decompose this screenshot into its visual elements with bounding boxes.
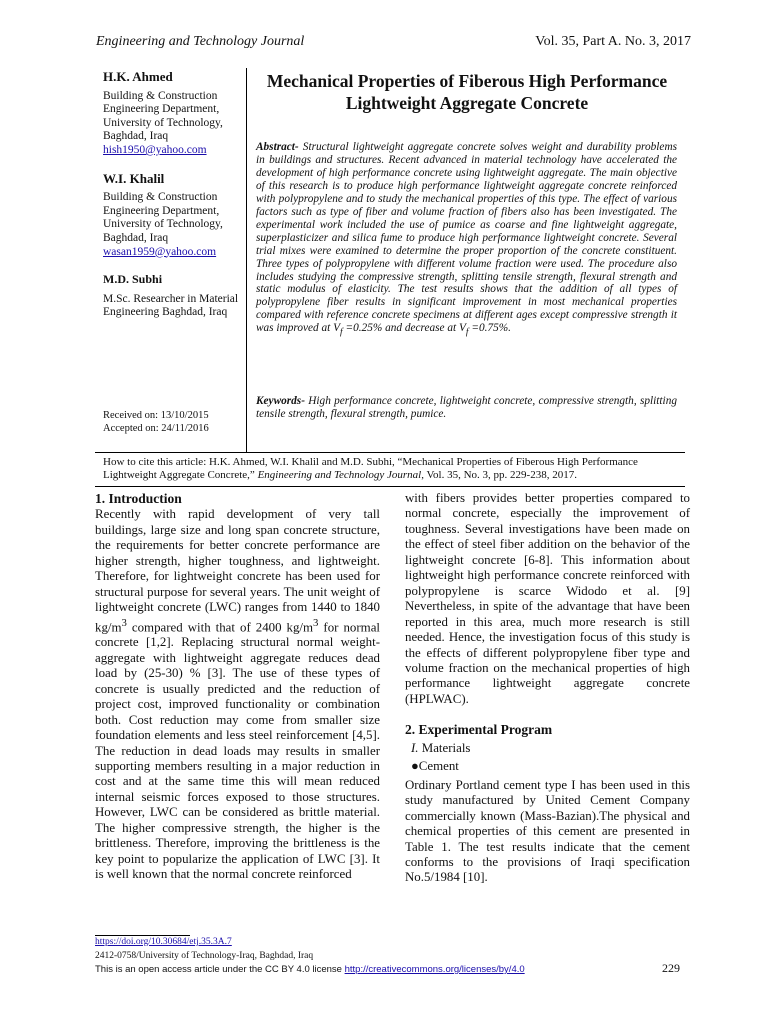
subsection-label: Materials xyxy=(418,740,471,755)
issn-text: 2412-0758/University of Technology-Iraq, Baghdad, Iraq xyxy=(95,951,314,961)
author-name: W.I. Khalil xyxy=(103,170,165,186)
author-3 xyxy=(103,273,243,320)
author-name: M.D. Subhi xyxy=(103,272,163,287)
abstract xyxy=(256,141,677,340)
keywords-text: High performance concrete, lightweight concrete, compressive strength, splitting tensile strength, flexural strength, pumice. xyxy=(256,395,677,420)
superscript: 3 xyxy=(121,616,127,629)
text-run: compared with that of 2400 kg/m xyxy=(126,619,314,634)
author-affiliation: M.Sc. Researcher in Material Engineering Baghdad, Iraq xyxy=(103,292,239,319)
intro-paragraph-continued: with fibers provides better properties compared to normal concrete, especially the improvement of toughness. Several investigations have been made on the effect of steel fiber addition on the behavior of the lightweight concrete [6-8]. This information about lightweight high performance concrete reinforced with polypropylene is scarce Widodo et al. [9] Nevertheless, in spite of the advantage that have been reported in this area, much more research is still needed. Hence, the investigation focus of this study is the effects of different polypropylene fiber type and volume fraction on the mechanical properties of high performance lightweight aggregate concrete (HPLWAC). xyxy=(405,491,690,706)
subscript: f xyxy=(465,327,469,338)
superscript: 3 xyxy=(313,616,319,629)
author-email-link[interactable]: hish1950@yahoo.com xyxy=(103,143,207,156)
keywords-label: Keywords- xyxy=(256,395,305,407)
keywords xyxy=(256,395,677,421)
received-date: Received on: 13/10/2015 xyxy=(103,410,209,421)
citation-box xyxy=(103,456,683,482)
accepted-date: Accepted on: 24/11/2016 xyxy=(103,422,209,434)
abstract-label: Abstract- xyxy=(256,141,299,153)
abstract-text-mid: =0.25% and decrease at V xyxy=(342,322,466,335)
author-column xyxy=(103,70,243,334)
volume-info: Vol. 35, Part A. No. 3, 2017 xyxy=(535,34,691,49)
subsection-materials xyxy=(411,741,690,756)
author-name: H.K. Ahmed xyxy=(103,69,173,84)
author-affiliation: Building & Construction Engineering Department, University of Technology, Baghdad, Iraq xyxy=(103,89,223,143)
license-line xyxy=(95,964,525,975)
column-divider xyxy=(246,68,247,452)
author-2 xyxy=(103,172,243,260)
license-text: This is an open access article under the CC BY 4.0 license xyxy=(95,964,345,975)
subscript: f xyxy=(340,327,343,338)
intro-paragraph xyxy=(95,507,380,882)
footer-divider xyxy=(95,935,190,936)
author-1 xyxy=(103,70,243,158)
subsection-numeral: I. xyxy=(411,740,419,755)
license-link[interactable]: http://creativecommons.org/licenses/by/4.0 xyxy=(344,964,525,975)
citation-tail: , Vol. 35, No. 3, pp. 229-238, 2017. xyxy=(421,469,577,482)
cement-paragraph: Ordinary Portland cement type I has been used in this study manufactured by United Cement Company commercially known (Mass-Bazian).The physical and chemical properties of this cement are presented in Table 1. The test results indicate that the cement conforms to the provisions of Iraqi specification No.5/1984 [10]. xyxy=(405,777,690,885)
journal-name: Engineering and Technology Journal xyxy=(96,34,305,49)
body-column-left xyxy=(95,491,380,883)
citation-text: How to cite this article: H.K. Ahmed, W.I. Khalil and M.D. Subhi, “Mechanical Properties of Fiberous High Performance Lightweight Aggregate Concrete,” xyxy=(103,456,638,482)
abstract-text-end: =0.75%. xyxy=(468,322,511,335)
citation-journal: Engineering and Technology Journal xyxy=(257,469,422,482)
text-run: for normal concrete [1,2]. Replacing structural normal weight-aggregate with lightweight aggregate reduces dead load by (25-30) % [3]. The use of these types of concrete is usually predicted and the reduction of project cost, improved functionality or combination both. Cost reduction may come from smaller size foundation elements and less steel reinforcement [4,5]. The reduction in dead loads may results in smaller supporting members resulting in a major reduction in cost and at the same time this will mean reduced internal seismic forces exposed to those structures. However, LWC can be considered as brittle material. The higher compressive strength, the higher is the brittleness. Therefore, improving the brittleness is the key point to popularize the application of LWC [3]. It is well known that the normal concrete reinforced xyxy=(95,619,380,882)
received-dates xyxy=(103,410,209,435)
author-affiliation: Building & Construction Engineering Department, University of Technology, Baghdad, Iraq xyxy=(103,191,223,244)
divider xyxy=(95,486,685,487)
body-column-right xyxy=(405,491,690,886)
section-heading-introduction: 1. Introduction xyxy=(95,491,182,506)
bullet-cement: ●Cement xyxy=(411,759,459,774)
divider xyxy=(95,452,685,453)
paper-title: Mechanical Properties of Fiberous High Performance Lightweight Aggregate Concrete xyxy=(266,71,668,113)
author-email-link[interactable]: wasan1959@yahoo.com xyxy=(103,245,217,258)
text-run: Recently with rapid development of very tall buildings, large size and long span concrete structure, the requirements for better concrete performance are higher strength, higher toughness, and lightweight. Therefore, for lightweight concrete has been used for structural purpose for several years. The unit weight of lightweight concrete (LWC) ranges from 1440 to 1840 kg/m xyxy=(95,507,380,634)
abstract-text: Structural lightweight aggregate concrete solves weight and durability problems in buildings and structures. Recent advanced in material technology have accelerated the development of high performance concrete using lightweight aggregate. The main objective of this research is to produce high performance lightweight aggregate concrete reinforced with polypropylene and to study the mechanical properties of this type. The effect of various factors such as type of fiber and volume fraction of fibers also has been investigated. The experimental work included the use of pumice as coarse and fine lightweight aggregate, superplasticizer and silica fume to produce high performance lightweight concrete. Several trial mixes were examined to determine the proper proportion of the concrete constituent. Three types of polypropylene with different volume fraction were used. The procedure also includes studying the compressive strength, splitting tensile strength, flexural strength and static modulus of elasticity. The test results shows that the addition of all types of polypropylene fiber results in significant improvement in most mechanical properties compared with reference concrete specimens at different ages except compressive strength it was improved at V xyxy=(256,141,677,335)
section-heading-experimental: 2. Experimental Program xyxy=(405,722,553,738)
page-number: 229 xyxy=(662,961,680,975)
doi-link[interactable]: https://doi.org/10.30684/etj.35.3A.7 xyxy=(95,937,232,947)
